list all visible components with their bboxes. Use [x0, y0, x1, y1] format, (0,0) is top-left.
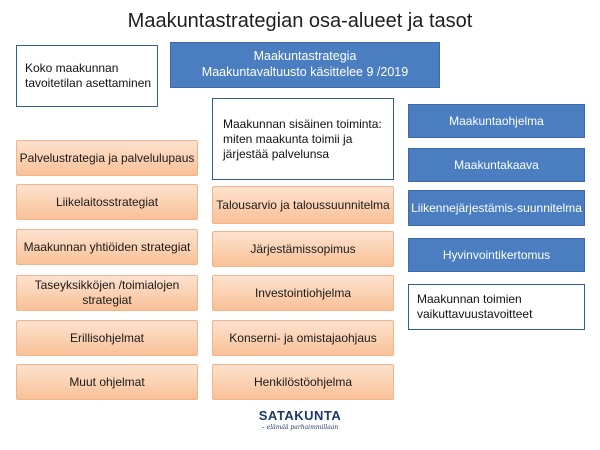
right-item-wellbeing-report: Hyvinvointikertomus [408, 238, 585, 272]
right-item-regional-plan: Maakuntakaava [408, 148, 585, 182]
left-note-box [16, 45, 158, 107]
right-note-box [408, 284, 585, 330]
right-note-text: Maakunnan toimien vaikuttavuustavoitteet [417, 292, 533, 321]
strategy-box [170, 42, 440, 88]
strategy-title: Maakuntastrategia [253, 49, 357, 64]
left-note-text: Koko maakunnan tavoitetilan asettaminen [25, 61, 152, 90]
strategy-subtitle: Maakuntavaltuusto käsittelee 9 /2019 [201, 65, 409, 79]
middle-item-investment-program: Investointiohjelma [212, 275, 394, 311]
middle-item-group-steering: Konserni- ja omistajaohjaus [212, 320, 394, 356]
diagram-title: Maakuntastrategian osa-alueet ja tasot [127, 10, 473, 32]
middle-item-organizing-agreement: Järjestämissopimus [212, 231, 394, 267]
left-item-service-strategy: Palvelustrategia ja palvelulupaus [16, 140, 198, 176]
middle-item-budget: Talousarvio ja taloussuunnitelma [212, 186, 394, 224]
center-note-box [212, 98, 394, 180]
left-item-separate-programs: Erillisohjelmat [16, 320, 198, 356]
left-item-sector-strategies: Taseyksikköjen /toimialojen strategiat [16, 275, 198, 311]
center-note-text: Maakunnan sisäinen toiminta: miten maakunta toimii ja järjestää palvelunsa [223, 116, 382, 161]
left-item-other-programs: Muut ohjelmat [16, 364, 198, 400]
left-item-company-strategies: Maakunnan yhtiöiden strategiat [16, 229, 198, 265]
satakunta-logo-tagline: – elämää parhaimmillaan [261, 424, 339, 431]
right-item-regional-program: Maakuntaohjelma [408, 104, 585, 138]
right-item-transport-plan: Liikennejärjestämis-suunnitelma [408, 190, 585, 226]
middle-item-personnel-program: Henkilöstöohjelma [212, 364, 394, 400]
satakunta-logo: SATAKUNTA [258, 408, 342, 423]
left-item-business-strategies: Liikelaitosstrategiat [16, 184, 198, 220]
